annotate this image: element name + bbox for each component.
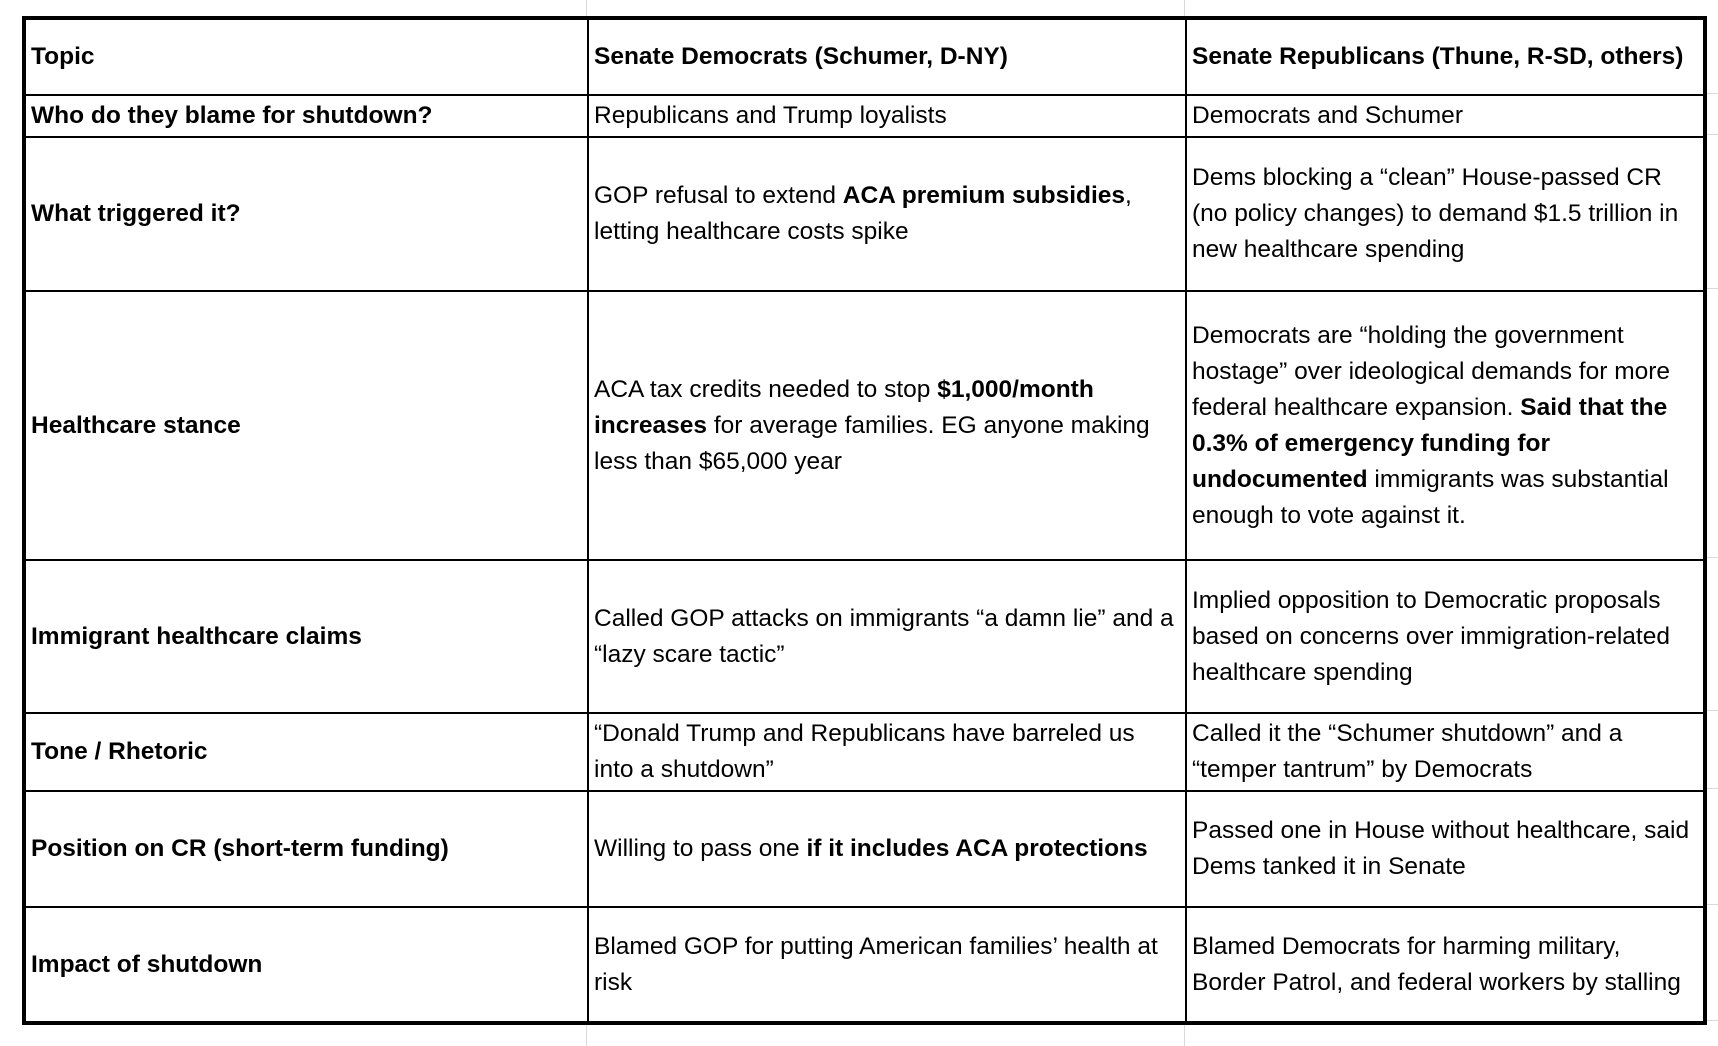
cell-republicans[interactable] [1186, 291, 1705, 560]
cell-topic[interactable] [24, 560, 588, 713]
bold-text: What triggered it? [31, 200, 241, 227]
cell-text: Willing to pass one [594, 835, 807, 862]
cell-text: Democrats and Schumer [1192, 102, 1463, 129]
bold-text: Impact of shutdown [31, 950, 263, 978]
bold-text: if it includes ACA protections [806, 835, 1148, 862]
cell-topic[interactable] [24, 291, 588, 560]
row-healthcare [24, 291, 1705, 560]
bold-text: Topic [31, 43, 95, 70]
cell-republicans[interactable] [1186, 791, 1705, 907]
cell-topic[interactable] [24, 713, 588, 791]
cell-republicans[interactable] [1186, 137, 1705, 291]
row-impact [24, 907, 1705, 1023]
bold-text: Who do they blame for shutdown? [31, 102, 433, 129]
cell-republicans[interactable] [1186, 907, 1705, 1023]
bold-text: $1,000/month increases [594, 375, 1094, 439]
cell-text: Democrats are “holding the government hostage” over ideological demands for more federal healthcare expansion. [1192, 321, 1671, 421]
bold-text: Said that the 0.3% of emergency funding for undocumented [1192, 393, 1668, 493]
bold-text: Healthcare stance [31, 411, 241, 439]
cell-text: GOP refusal to extend [594, 182, 843, 209]
cell-democrats[interactable] [588, 713, 1186, 791]
cell-text: , letting healthcare costs spike [594, 182, 1132, 245]
header-cell-topic[interactable] [24, 18, 588, 95]
cell-text: Called GOP attacks on immigrants “a damn lie” and a “lazy scare tactic” [594, 604, 1174, 668]
cell-text: Republicans and Trump loyalists [594, 102, 947, 129]
cell-democrats[interactable] [588, 560, 1186, 713]
cell-text: Implied opposition to Democratic proposals based on concerns over immigration-related healthcare spending [1192, 586, 1670, 686]
cell-democrats[interactable] [588, 291, 1186, 560]
cell-republicans[interactable] [1186, 95, 1705, 137]
bold-text: Senate Democrats (Schumer, D-NY) [594, 43, 1008, 70]
bold-text: ACA premium subsidies [842, 182, 1126, 209]
cell-republicans[interactable] [1186, 713, 1705, 791]
cell-topic[interactable] [24, 907, 588, 1023]
cell-text: ACA tax credits needed to stop [594, 375, 938, 403]
bold-text: Senate Republicans (Thune, R-SD, others) [1192, 43, 1684, 70]
cell-republicans[interactable] [1186, 560, 1705, 713]
cell-text: immigrants was substantial enough to vote against it. [1192, 465, 1669, 529]
cell-topic[interactable] [24, 95, 588, 137]
cell-topic[interactable] [24, 791, 588, 907]
cell-democrats[interactable] [588, 95, 1186, 137]
row-tone [24, 713, 1705, 791]
header-cell-republicans[interactable] [1186, 18, 1705, 95]
cell-topic[interactable] [24, 137, 588, 291]
bold-text: Position on CR (short-term funding) [31, 835, 449, 862]
cell-text: for average families. EG anyone making less than $65,000 year [594, 411, 1150, 475]
row-immigrant [24, 560, 1705, 713]
cell-text: Blamed Democrats for harming military, Border Patrol, and federal workers by stalling [1192, 932, 1681, 996]
bold-text: Tone / Rhetoric [31, 738, 208, 765]
header-row [24, 18, 1705, 95]
row-blame [24, 95, 1705, 137]
cell-democrats[interactable] [588, 907, 1186, 1023]
cell-text: Dems blocking a “clean” House-passed CR (no policy changes) to demand $1.5 trillion in new healthcare spending [1192, 164, 1679, 263]
cell-text: “Donald Trump and Republicans have barreled us into a shutdown” [594, 720, 1135, 783]
cell-text: Called it the “Schumer shutdown” and a “temper tantrum” by Democrats [1192, 720, 1623, 783]
bold-text: Immigrant healthcare claims [31, 622, 362, 650]
cell-democrats[interactable] [588, 137, 1186, 291]
cell-democrats[interactable] [588, 791, 1186, 907]
comparison-table [22, 16, 1707, 1025]
cell-text: Blamed GOP for putting American families’ health at risk [594, 932, 1158, 996]
cell-text: Passed one in House without healthcare, said Dems tanked it in Senate [1192, 817, 1690, 880]
row-cr [24, 791, 1705, 907]
header-cell-democrats[interactable] [588, 18, 1186, 95]
row-trigger [24, 137, 1705, 291]
